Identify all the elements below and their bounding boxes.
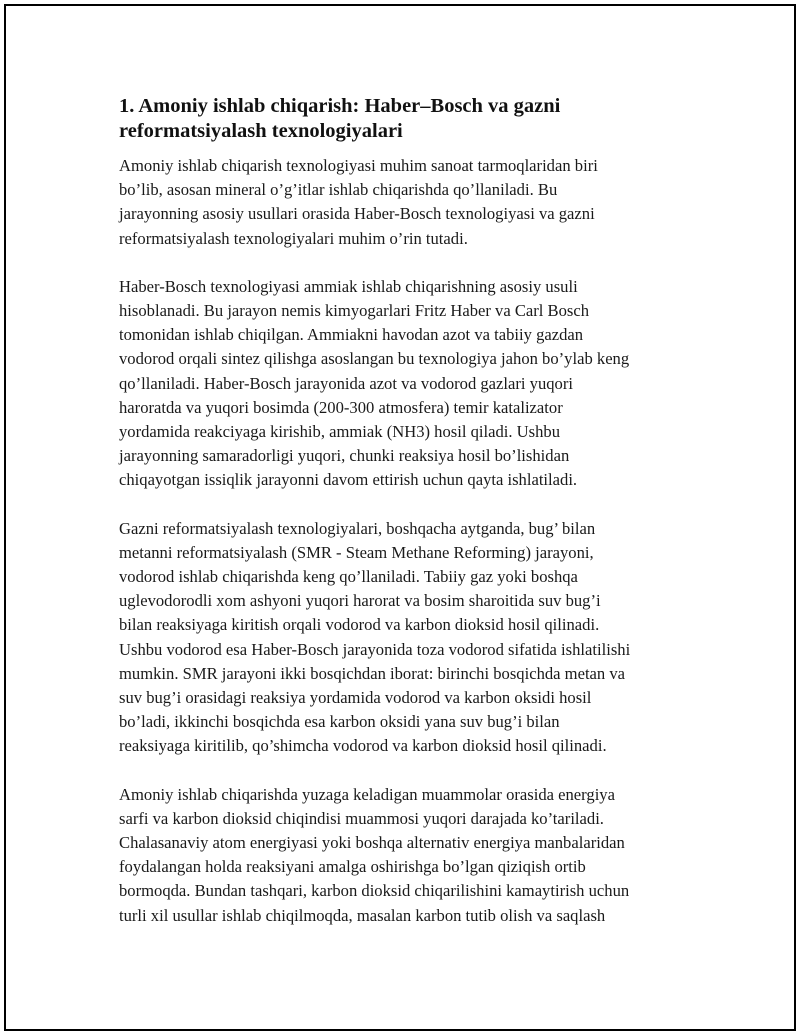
document-body [119,94,689,952]
paragraph-gas-reforming: Gazni reformatsiyalash texnologiyalari, boshqacha aytganda, bug’ bilan metanni reformatsiyalash (SMR - Steam Methane Reforming) jarayoni, vodorod ishlab chiqarishda keng qo’llaniladi. Tabiiy gaz yoki boshqa uglevodorodli xom ashyoni yuqori harorat va bosim sharoitida suv bug’i bilan reaksiyaga kiritish orqali vodorod va karbon dioksid hosil qilinadi. Ushbu vodorod esa Haber-Bosch jarayonida toza vodorod sifatida ishlatilishi mumkin. SMR jarayoni ikki bosqichdan iborat: birinchi bosqichda metan va suv bug’i orasidagi reaksiya yordamida vodorod va karbon oksidi hosil bo’ladi, ikkinchi bosqichda esa karbon oksidi yana suv bug’i bilan reaksiyaga kiritilib, qo’shimcha vodorod va karbon dioksid hosil qilinadi. [119,518,631,756]
section-heading: 1. Amoniy ishlab chiqarish: Haber–Bosch va gazni reformatsiyalash texnologiyalari [119,95,561,142]
paragraph-problems: Amoniy ishlab chiqarishda yuzaga keladigan muammolar orasida energiya sarfi va karbon dioksid chiqindisi muammosi yuqori darajada ko’tariladi. Chalasanaviy atom energiyasi yoki boshqa alternativ energiya manbalaridan foydalangan holda reaksiyani amalga oshirishga bo’lgan qiziqish ortib bormoqda. Bundan tashqari, karbon dioksid chiqarilishini kamaytirish uchun turli xil usullar ishlab chiqilmoqda, masalan karbon tutib olish va saqlash [119,784,630,925]
paragraph-haber-bosch: Haber-Bosch texnologiyasi ammiak ishlab chiqarishning asosiy usuli hisoblanadi. Bu jarayon nemis kimyogarlari Fritz Haber va Carl Bosch tomonidan ishlab chiqilgan. Ammiakni havodan azot va tabiiy gazdan vodorod orqali sintez qilishga asoslangan bu texnologiya jahon bo’ylab keng qo’llaniladi. Haber-Bosch jarayonida azot va vodorod gazlari yuqori haroratda va yuqori bosimda (200-300 atmosfera) temir katalizator yordamida reakciyaga kirishib, ammiak (NH3) hosil qiladi. Ushbu jarayonning samaradorligi yuqori, chunki reaksiya hosil bo’lishidan chiqayotgan issiqlik jarayonni davom ettirish uchun qayta ishlatiladi. [119,276,630,490]
paragraph-intro: Amoniy ishlab chiqarish texnologiyasi muhim sanoat tarmoqlaridan biri bo’lib, asosan mineral o’g’itlar ishlab chiqarishda qo’llaniladi. Bu jarayonning asosiy usullari orasida Haber-Bosch texnologiyasi va gazni reformatsiyalash texnologiyalari muhim o’rin tutadi. [119,156,598,248]
